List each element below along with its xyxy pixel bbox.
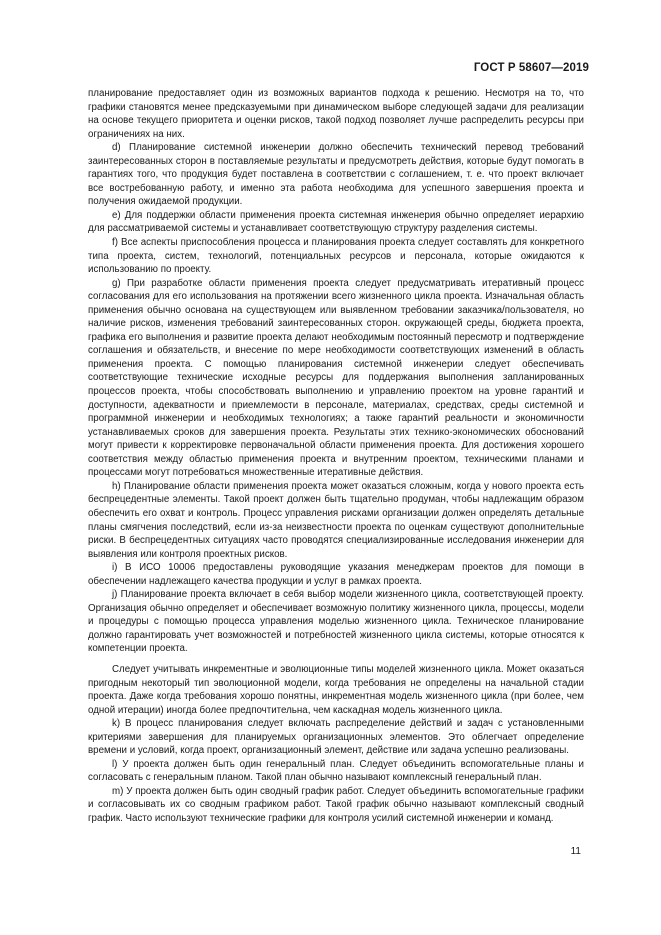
paragraph-g: g) При разработке области применения проекта следует предусматривать итеративный процесс согласования для его использования на протяжении всего жизненного цикла проекта. Изначальная область применения обычно основана на существующем или выявленном требовании заказчика/пользователя, но наличие рисков, изменения требований заинтересованных сторон. окружающей среды, бюджета проекта, графика его выполнения и развитие проекта делают необходимым постоянный пересмотр и подтверждение соглашения и обязательств, и внесение по мере необходимости соответствующих изменений в область применения проекта. С помощью планирования системной инженерии следует обеспечивать соответствующие технические исходные ресурсы для поддержания выполнения запланированных процессов проекта, чтобы способствовать выполнению и управлению проектом на уровне гарантий и доступности, адекватности и приемлемости в персонале, материалах, средствах, среды системной и программной инженерии и необходимых технологиях; а также гарантий реальности и экономичности устанавливаемых сроков для завершения проекта. Результаты этих технико-экономических обоснований могут привести к корректировке первоначальной области применения проекта. Для достижения хорошего соответствия между областью применения проекта и внутренним проектом, техническими планами и процессами могут потребоваться множественные итеративные действия.	[88, 277, 584, 479]
paragraph-d: d) Планирование системной инженерии должно обеспечить технический перевод требований заинтересованных сторон в поставляемые результаты и предусмотреть действия, которые будут помогать в гарантиях того, что продукция будет поставлена в соответствии с соглашением, т. е. что проект включает все востребованную работу, и именно эта работа необходима для успешного завершения проекта и получения ожидаемой продукции.	[88, 142, 584, 208]
paragraph-f: f) Все аспекты приспособления процесса и планирования проекта следует составлять для конкретного типа проекта, систем, технологий, потенциальных ресурсов и персонала, которые ожидаются к использованию по проекту.	[88, 237, 584, 276]
paragraph-k: k) В процесс планирования следует включать распределение действий и задач с установленными критериями завершения для планируемых организационных элементов. Это облегчает определение времени и условий, когда проект, организационный элемент, действие или задача успешно реализованы.	[88, 718, 584, 757]
paragraph-lifecycle-models: Следует учитывать инкрементные и эволюционные типы моделей жизненного цикла. Может оказаться пригодным некоторый тип эволюционной модели, когда требования не определены на начальной стадии проекта. Даже когда требования хорошо понятны, инкрементная модель жизненного цикла (при более, чем одной итерации) иногда более предпочтительна, чем каскадная модель жизненного цикла.	[88, 663, 584, 716]
document-id: ГОСТ Р 58607—2019	[473, 62, 589, 74]
paragraph-m: m) У проекта должен быть один сводный график работ. Следует объединить вспомогательные графики и согласовывать их со сводным графиком работ. Такой график обычно называют комплексный сводный график. Часто используют технические графики для контроля усилий системной инженерии и команд.	[88, 785, 584, 824]
page-number: 11	[570, 846, 581, 857]
document-body	[88, 87, 584, 826]
paragraph-e: e) Для поддержки области применения проекта системная инженерия обычно определяет иерархию для рассматриваемой системы и устанавливает соответствующую структуру разделения системы.	[88, 209, 584, 235]
paragraph-l: l) У проекта должен быть один генеральный план. Следует объединить вспомогательные планы и согласовать с генеральным планом. Такой план обычно называют комплексный генеральный план.	[88, 758, 584, 784]
paragraph-h: h) Планирование области применения проекта может оказаться сложным, когда у нового проекта есть беспрецедентные элементы. Такой проект должен быть тщательно продуман, чтобы надлежащим образом обеспечить его охват и контроль. Процесс управления рисками организации должен определять детальные планы смягчения последствий, если из-за неизвестности проекта по оценкам существуют дополнительные риски. В беспрецедентных ситуациях часто проводятся специализированные исследования инженерии для выявления или контроля проектных рисков.	[88, 480, 584, 560]
paragraph-j: j) Планирование проекта включает в себя выбор модели жизненного цикла, соответствующей проекту. Организация обычно определяет и обеспечивает возможную политику жизненного цикла, процессы, модели и процедуры с помощью процесса управления моделью жизненного цикла. Техническое планирование должно гарантировать учет возможностей и потребностей жизненного цикла системы, которые относятся к компетенции проекта.	[88, 589, 584, 655]
paragraph-i: i) В ИСО 10006 предоставлены руководящие указания менеджерам проектов для помощи в обеспечении надлежащего качества продукции и услуг в рамках проекта.	[88, 562, 584, 587]
paragraph-continuation: планирование предоставляет один из возможных вариантов подхода к решению. Несмотря на то, что графики становятся менее предсказуемыми при динамическом выборе следующей задачи для реализации на основе текущего приоритета и оценки рисков, такой подход позволяет лучше распределить ресурсы при ограничениях на них.	[88, 88, 584, 140]
